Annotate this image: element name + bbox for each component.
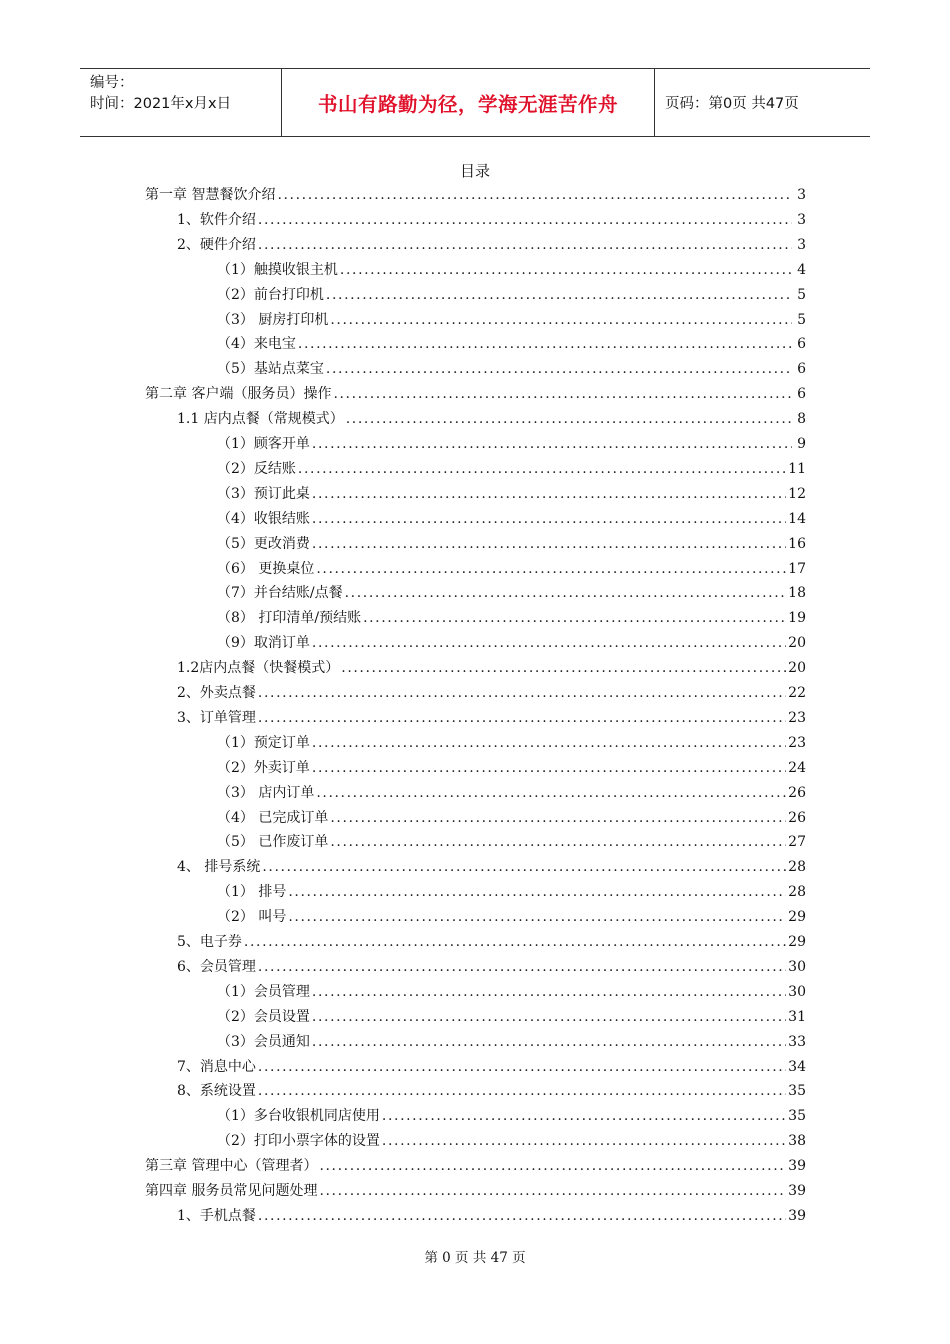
toc-entry-page: 6: [797, 386, 806, 403]
toc-entry[interactable]: [177, 682, 806, 706]
toc-entry-page: 23: [788, 734, 806, 751]
toc-dot-leader: [258, 212, 792, 228]
toc-dot-leader: [298, 461, 786, 477]
document-number-label: 编号：: [90, 75, 134, 91]
toc-entry-label: （9）取消订单: [217, 635, 310, 652]
toc-entry[interactable]: [217, 906, 806, 930]
toc-entry-page: 30: [788, 983, 806, 1000]
toc-entry-page: 17: [788, 560, 806, 577]
toc-entry-page: 29: [788, 934, 806, 950]
toc-entry[interactable]: [217, 284, 806, 308]
toc-entry-page: 19: [788, 610, 806, 627]
toc-entry-page: 35: [788, 1083, 806, 1100]
toc-entry-label: （4）收银结账: [217, 510, 310, 527]
toc-entry-page: 4: [797, 261, 806, 278]
toc-entry-label: 4、 排号系统: [177, 859, 261, 876]
toc-dot-leader: [363, 610, 786, 626]
toc-entry-page: 14: [788, 510, 806, 527]
toc-entry-label: 第二章 客户端（服务员）操作: [145, 386, 332, 403]
toc-entry[interactable]: [217, 881, 806, 905]
toc-entry-page: 9: [797, 436, 806, 452]
toc-entry-page: 12: [788, 485, 806, 502]
toc-entry[interactable]: [217, 607, 806, 631]
page-footer: 第 0 页 共 47 页: [424, 1250, 526, 1266]
toc-entry-page: 39: [788, 1183, 806, 1199]
toc-entry-label: （6） 更换桌位: [217, 560, 315, 577]
toc-dot-leader: [319, 1158, 786, 1174]
toc-entry[interactable]: [217, 1006, 806, 1030]
toc-entry-page: 22: [788, 685, 806, 701]
toc-dot-leader: [258, 1083, 786, 1099]
toc-entry[interactable]: [217, 508, 806, 532]
toc-dot-leader: [312, 1034, 786, 1050]
toc-entry[interactable]: [145, 184, 806, 208]
toc-entry[interactable]: [177, 856, 806, 880]
toc-entry[interactable]: [217, 981, 806, 1005]
toc-entry-page: 8: [797, 411, 806, 428]
toc-entry[interactable]: [217, 433, 806, 457]
toc-dot-leader: [312, 735, 786, 751]
toc-entry[interactable]: [177, 657, 806, 681]
toc-entry[interactable]: [217, 732, 806, 756]
toc-entry-page: 20: [788, 660, 806, 677]
header-motto: 书山有路勤为径，学海无涯苦作舟: [282, 69, 655, 136]
toc-dot-leader: [345, 585, 787, 601]
toc-entry-page: 20: [788, 635, 806, 652]
toc-entry[interactable]: [177, 1056, 806, 1080]
toc-dot-leader: [312, 984, 786, 1000]
toc-entry-page: 34: [788, 1058, 806, 1075]
toc-entry[interactable]: [217, 757, 806, 781]
toc-entry-page: 3: [797, 236, 806, 253]
toc-entry-label: （5） 已作废订单: [217, 834, 329, 851]
toc-entry-label: 2、硬件介绍: [177, 236, 256, 253]
toc-dot-leader: [288, 909, 786, 925]
toc-entry[interactable]: [217, 483, 806, 507]
toc-entry[interactable]: [177, 956, 806, 980]
toc-entry-page: 6: [797, 336, 806, 353]
toc-dot-leader: [346, 411, 792, 427]
toc-entry-page: 29: [788, 909, 806, 926]
toc-entry-label: （1）预定订单: [217, 734, 310, 751]
document-header: [80, 68, 870, 137]
toc-entry-label: 7、消息中心: [177, 1058, 256, 1075]
toc-entry-page: 39: [788, 1207, 806, 1224]
toc-entry-label: 1、软件介绍: [177, 211, 256, 228]
toc-dot-leader: [312, 436, 792, 452]
toc-entry-label: （2）外卖订单: [217, 759, 310, 776]
toc-entry[interactable]: [177, 707, 806, 731]
toc-dot-leader: [340, 262, 792, 278]
header-meta-cell: [80, 69, 282, 136]
toc-entry-page: 30: [788, 958, 806, 975]
toc-entry-page: 6: [797, 361, 806, 378]
toc-entry[interactable]: [177, 234, 806, 258]
toc-entry[interactable]: [177, 1205, 806, 1229]
toc-entry-label: （3）会员通知: [217, 1033, 310, 1050]
toc-entry-label: （3） 厨房打印机: [217, 311, 329, 328]
toc-title: 目录: [459, 162, 490, 180]
toc-entry[interactable]: [217, 831, 806, 855]
toc-entry-page: 27: [788, 834, 806, 851]
toc-entry-label: 3、订单管理: [177, 709, 256, 726]
toc-entry-label: 第三章 管理中心（管理者）: [145, 1158, 318, 1175]
toc-entry-label: （1）顾客开单: [217, 436, 310, 452]
toc-entry-page: 16: [788, 535, 806, 552]
toc-entry-label: （4） 已完成订单: [217, 809, 329, 826]
toc-entry-label: （2）反结账: [217, 460, 296, 477]
toc-dot-leader: [316, 561, 786, 577]
toc-entry[interactable]: [217, 1105, 806, 1129]
toc-dot-leader: [258, 685, 786, 701]
toc-entry-page: 39: [788, 1158, 806, 1175]
toc-entry[interactable]: [145, 1155, 806, 1179]
toc-entry[interactable]: [217, 1031, 806, 1055]
toc-dot-leader: [277, 187, 792, 203]
toc-entry-page: 5: [797, 286, 806, 303]
toc-dot-leader: [312, 486, 786, 502]
toc-dot-leader: [341, 660, 786, 676]
toc-dot-leader: [258, 710, 786, 726]
toc-dot-leader: [316, 785, 786, 801]
toc-entry[interactable]: [217, 533, 806, 557]
toc-entry[interactable]: [217, 333, 806, 357]
toc-dot-leader: [330, 312, 792, 328]
toc-entry-label: （3）预订此桌: [217, 485, 310, 502]
toc-dot-leader: [298, 336, 792, 352]
toc-dot-leader: [382, 1108, 786, 1124]
toc-entry-page: 23: [788, 709, 806, 726]
document-time-label: 时间：2021年x月x日: [90, 96, 232, 112]
toc-entry-page: 35: [788, 1108, 806, 1125]
toc-entry-label: （1）触摸收银主机: [217, 261, 338, 278]
toc-entry[interactable]: [217, 582, 806, 606]
toc-entry[interactable]: [177, 1080, 806, 1104]
toc-entry-page: 26: [788, 784, 806, 801]
toc-dot-leader: [312, 1009, 786, 1025]
toc-dot-leader: [244, 934, 786, 950]
toc-dot-leader: [312, 760, 786, 776]
toc-dot-leader: [326, 361, 792, 377]
toc-entry-page: 33: [788, 1033, 806, 1050]
toc-entry-label: （3） 店内订单: [217, 784, 315, 801]
toc-entry[interactable]: [177, 209, 806, 233]
toc-entry-label: 8、系统设置: [177, 1083, 256, 1100]
toc-entry-label: 5、电子券: [177, 934, 242, 950]
toc-entry[interactable]: [217, 807, 806, 831]
toc-dot-leader: [258, 1059, 786, 1075]
toc-dot-leader: [312, 536, 786, 552]
toc-entry-label: （2）会员设置: [217, 1008, 310, 1025]
toc-dot-leader: [330, 810, 786, 826]
toc-entry[interactable]: [217, 632, 806, 656]
toc-dot-leader: [333, 386, 792, 402]
toc-entry-label: （1）多台收银机同店使用: [217, 1108, 380, 1125]
header-page-info: 页码：第0页 共47页: [665, 96, 799, 112]
toc-dot-leader: [258, 1208, 786, 1224]
toc-entry-label: （2）前台打印机: [217, 286, 324, 303]
toc-dot-leader: [312, 635, 786, 651]
toc-entry-page: 5: [797, 311, 806, 328]
toc-entry-page: 3: [797, 211, 806, 228]
toc-entry[interactable]: [217, 1130, 806, 1154]
toc-entry-page: 11: [788, 460, 806, 477]
toc-entry-label: （5）基站点菜宝: [217, 361, 324, 378]
toc-entry-label: 第四章 服务员常见问题处理: [145, 1183, 318, 1199]
toc-entry-label: 1.1 店内点餐（常规模式）: [177, 411, 344, 428]
toc-entry-label: （2） 叫号: [217, 909, 287, 926]
toc-entry[interactable]: [217, 458, 806, 482]
toc-entry[interactable]: [217, 259, 806, 283]
toc-entry[interactable]: [177, 931, 806, 955]
toc-entry-page: 3: [797, 187, 806, 203]
toc-entry-label: （5）更改消费: [217, 535, 310, 552]
toc-entry-page: 26: [788, 809, 806, 826]
toc-entry-label: 第一章 智慧餐饮介绍: [145, 187, 276, 203]
toc-entry-label: 6、会员管理: [177, 958, 256, 975]
toc-entry-page: 38: [788, 1133, 806, 1150]
toc-entry-page: 31: [788, 1008, 806, 1025]
toc-entry-page: 28: [788, 859, 806, 876]
toc-dot-leader: [258, 959, 786, 975]
toc-entry[interactable]: [217, 309, 806, 333]
toc-dot-leader: [330, 834, 786, 850]
toc-dot-leader: [312, 511, 786, 527]
toc-entry-label: （2）打印小票字体的设置: [217, 1133, 380, 1150]
toc-entry-page: 28: [788, 884, 806, 901]
toc-dot-leader: [262, 859, 786, 875]
toc-entry-label: （1） 排号: [217, 884, 287, 901]
toc-entry[interactable]: [145, 383, 806, 407]
toc-entry[interactable]: [217, 782, 806, 806]
toc-dot-leader: [258, 237, 792, 253]
toc-entry-label: 1.2店内点餐（快餐模式）: [177, 660, 340, 677]
toc-entry-label: （8） 打印清单/预结账: [217, 610, 362, 627]
toc-entry[interactable]: [217, 558, 806, 582]
toc-entry-label: （1）会员管理: [217, 983, 310, 1000]
toc-entry-page: 24: [788, 759, 806, 776]
toc-dot-leader: [382, 1133, 786, 1149]
toc-entry-label: （7）并台结账/点餐: [217, 585, 343, 602]
toc-dot-leader: [326, 287, 792, 303]
toc-entry-label: 1、手机点餐: [177, 1207, 256, 1224]
toc-entry[interactable]: [177, 408, 806, 432]
toc-entry-page: 18: [788, 585, 806, 602]
toc-dot-leader: [288, 884, 786, 900]
toc-entry-label: 2、外卖点餐: [177, 685, 256, 701]
toc-entry[interactable]: [145, 1180, 806, 1204]
toc-entry[interactable]: [217, 358, 806, 382]
toc-dot-leader: [319, 1183, 786, 1199]
toc-entry-label: （4）来电宝: [217, 336, 296, 353]
